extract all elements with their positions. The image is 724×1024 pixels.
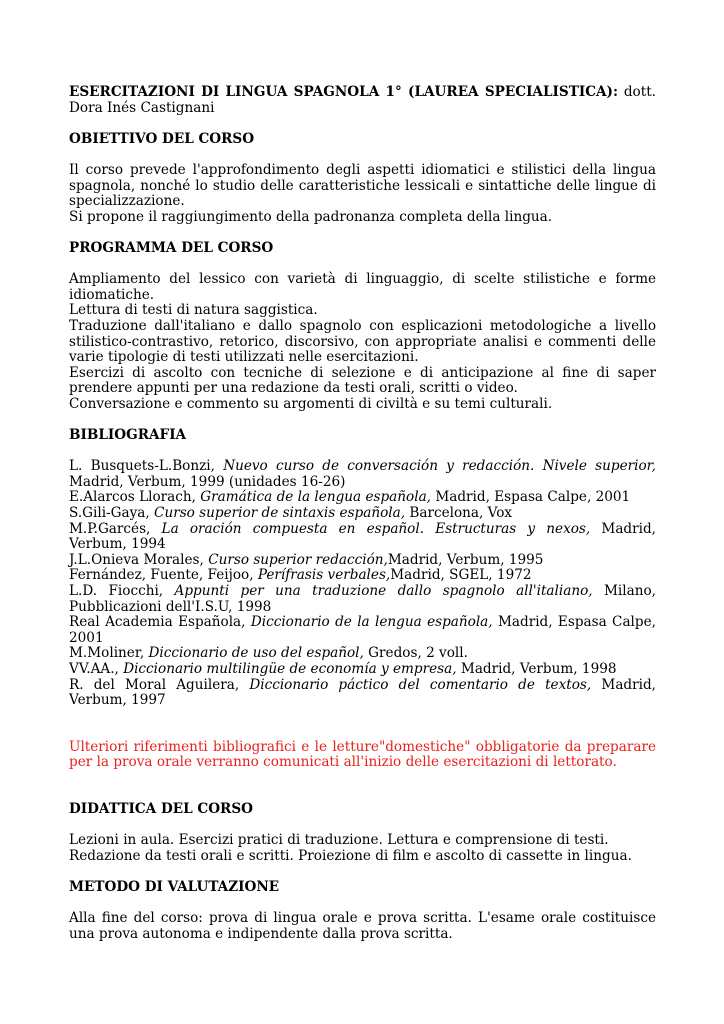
bib-title: Diccionario de la lengua española, [250,614,493,631]
heading-metodo: METODO DI VALUTAZIONE [69,878,280,895]
bib-title: Diccionario de uso del español, [148,645,364,662]
didattica-line: Lezioni in aula. Esercizi pratici di traduzione. Lettura e comprensione di testi. [69,832,609,849]
programma-item: Conversazione e commento su argomenti di civiltà e su temi culturali. [69,395,553,412]
bib-publisher: Milano, Pubblicazioni dell'I.S.U, 1998 [69,583,656,615]
bib-publisher: Madrid, SGEL, 1972 [390,567,532,584]
bibliography-entry [69,490,656,506]
obiettivo-paragraph: Il corso prevede l'approfondimento degli aspetti idiomatici e stilistici della lingua spagnola, nonché lo studio delle caratteristiche lessicali e sintattiche delle lingue di specializzazione. [69,161,656,210]
programma-item: Ampliamento del lessico con varietà di linguaggio, di scelte stilistiche e forme idiomatiche. [69,271,656,303]
bib-publisher: Madrid, Verbum, 1998 [456,660,617,677]
heading-bibliografia: BIBLIOGRAFIA [69,427,187,444]
programma-item: Traduzione dall'italiano e dallo spagnolo con esplicazioni metodologiche a livello stilistico-contrastivo, retorico, discorsivo, con appropriate analisi e commenti delle varie tipologie di testi utilizzati nelle esercitazioni. [69,317,656,366]
bib-author: M.P.Garcés, [69,520,162,537]
bib-publisher: Madrid, Verbum, 1995 [387,551,544,568]
bib-author: R. del Moral Aguilera, [69,676,250,693]
bib-author: Real Academia Española, [69,614,251,631]
bibliography-note: Ulteriori riferimenti bibliografici e le letture"domestiche" obbligatorie da preparare per la prova orale verranno comunicati all'inizio delle esercitazioni di lettorato. [69,738,656,771]
bib-title: Perífrasis verbales, [257,567,391,584]
bib-author: L.D. Fiocchi, [69,583,175,599]
metodo-paragraph: Alla fine del corso: prova di lingua orale e prova scritta. L'esame orale costituisce una prova autonoma e indipendente dalla prova scritta. [69,910,656,942]
didattica-line: Redazione da testi orali e scritti. Proiezione di film e ascolto di cassette in lingua. [69,847,632,864]
bib-publisher: Gredos, 2 voll. [363,645,468,662]
bib-title: Nuevo curso de conversación y redacción. Nivele superior, [223,458,656,475]
bib-publisher: Madrid, Espasa Calpe, 2001 [431,489,631,506]
bib-author: S.Gili-Gaya, [69,505,155,522]
programma-item: Lettura di testi di natura saggistica. [69,302,318,319]
heading-didattica: DIDATTICA DEL CORSO [69,800,253,817]
bib-title: Curso superior redacción, [208,551,388,568]
bibliography-entry [69,522,656,553]
bib-author: L. Busquets-L.Bonzi, [69,458,224,475]
bibliography-list [69,459,656,709]
bibliography-entry [69,584,656,615]
course-title: ESERCITAZIONI DI LINGUA SPAGNOLA 1° (LAUREA SPECIALISTICA): [69,84,619,100]
bib-title: Diccionario multilingüe de economía y empresa, [123,660,457,677]
bibliography-entry [69,459,656,490]
bib-publisher: Madrid, Verbum, 1999 (unidades 16-26) [69,473,346,490]
bibliography-entry [69,615,656,646]
document-title [69,85,656,116]
bib-author: M.Moliner, [69,645,149,662]
bib-publisher: Madrid, Verbum, 1994 [69,520,656,553]
bibliography-entry [69,678,656,709]
bib-title: Gramática de la lengua española, [200,489,431,506]
bibliography-entry [69,568,656,584]
bib-author: E.Alarcos Llorach, [69,489,201,506]
instructor-name: dott. Dora Inés Castignani [69,84,656,116]
obiettivo-paragraph-2: Si propone il raggiungimento della padronanza completa della lingua. [69,208,553,225]
bib-title: Curso superior de sintaxis española, [154,505,406,522]
programma-list [69,272,656,412]
bibliography-entry [69,662,656,678]
programma-item: Esercizi di ascolto con tecniche di selezione e di anticipazione al fine di saper prendere appunti per una redazione da testi orali, scritti o video. [69,364,656,397]
bib-title: Appunti per una traduzione dallo spagnolo all'italiano, [174,583,593,599]
heading-programma: PROGRAMMA DEL CORSO [69,239,274,256]
didattica-text [69,833,656,864]
bib-publisher: Madrid, Espasa Calpe, 2001 [69,614,656,646]
bibliography-entry [69,506,656,522]
heading-obiettivo: OBIETTIVO DEL CORSO [69,130,255,147]
bibliography-entry [69,646,656,662]
bib-author: VV.AA., [69,660,124,677]
bib-author: Fernández, Fuente, Feijoo, [69,567,258,584]
bib-publisher: Madrid, Verbum, 1997 [69,676,656,709]
bib-title: Diccionario páctico del comentario de textos, [249,676,592,693]
bibliography-entry [69,553,656,569]
bib-title: La oración compuesta en español. Estructuras y nexos, [161,520,591,537]
bib-publisher: Barcelona, Vox [405,505,513,522]
bib-author: J.L.Onieva Morales, [69,551,209,568]
